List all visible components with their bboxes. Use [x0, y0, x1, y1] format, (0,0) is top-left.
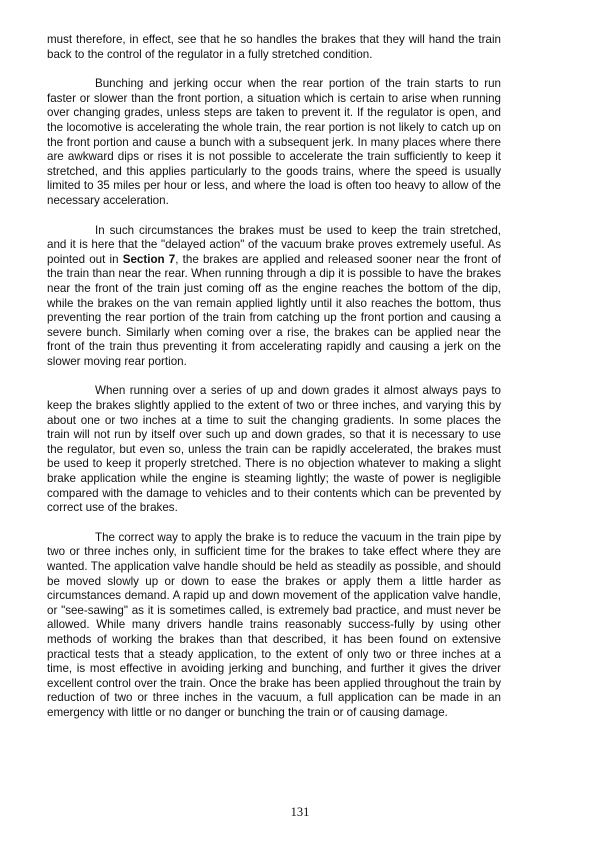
- page-number: 131: [290, 805, 310, 819]
- paragraph-correct-application: The correct way to apply the brake is to reduce the vacuum in the train pipe by two or three inches only, in sufficient time for the brakes to take effect where they are wanted. The application valve handle should be held as steadily as possible, and should be moved slowly up or down to ease the brakes or apply them a little harder as circumstances demand. A rapid up and down movement of the application valve handle, or "see-sawing" as it is sometimes called, is extremely bad practice, and must never be allowed. While many drivers handle trains reasonably success-fully by using other methods of working the brakes than that described, it has been found on extensive practical tests that a steady application, to the extent of only two or three inches at a time, is most effective in avoiding jerking and bunching, and further it gives the driver excellent control over the train. Once the brake has been applied throughout the train by reduction of two or three inches in the vacuum, a full application can be made in an emergency with little or no danger or bunching the train or of causing damage.: [47, 530, 501, 719]
- document-body: [47, 33, 501, 736]
- paragraph-continuation: must therefore, in effect, see that he so handles the brakes that they will hand the train back to the control of the regulator in a fully stretched condition.: [47, 33, 501, 61]
- paragraph-up-and-down-grades: When running over a series of up and down grades it almost always pays to keep the brakes slightly applied to the extent of two or three inches, and varying this by about one or two inches at a time to suit the changing gradients. In some places the train will not run by itself over such up and down grades, so that it is necessary to use the regulator, but even so, unless the train can be rapidly accelerated, the brakes must be used to keep it properly stretched. There is no objection whatever to making a slight brake application while the engine is steaming lightly; the waste of power is negligible compared with the damage to vehicles and to their contents which can be prevented by correct use of the brakes.: [47, 384, 501, 515]
- paragraph-text: , the brakes are applied and released sooner near the front of the train than near the rear. When running through a dip it is possible to have the brakes near the front of the train just coming off as the engine reaches the bottom of the dip, while the brakes on the van remain applied lightly until it also reaches the bottom, thus preventing the rear portion of the train from catching up the front portion and causing a severe bunch. Similarly when coming over a rise, the brakes can be applied near the front of the train thus preventing it from accelerating rapidly and causing a jerk on the slower moving rear portion.: [47, 252, 502, 368]
- paragraph-delayed-action: [47, 224, 501, 370]
- paragraph-text: In such circumstances the brakes must be used to keep the train stretched, and it is here that the "delayed action" of the vacuum brake proves extremely useful. As pointed out in: [47, 223, 501, 266]
- section-reference: Section 7: [122, 252, 176, 266]
- paragraph-bunching-and-jerking: Bunching and jerking occur when the rear portion of the train starts to run faster or slower than the front portion, a situation which is certain to arise when running over changing grades, unless steps are taken to prevent it. If the regulator is open, and the locomotive is accelerating the whole train, the rear portion is not likely to catch up on the front portion and cause a bunch with a subsequent jerk. In many places where there are awkward dips or rises it is not possible to accelerate the train sufficiently to keep it stretched, and this applies particularly to the goods trains, where the speed is usually limited to 35 miles per hour or less, and where the load is often too heavy to allow of the necessary acceleration.: [47, 77, 501, 207]
